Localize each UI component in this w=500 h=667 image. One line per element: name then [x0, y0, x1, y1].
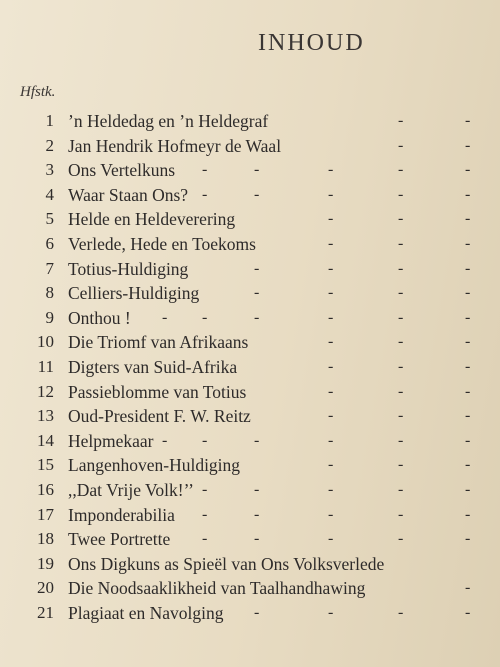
dot-leader: - - - — [328, 357, 471, 375]
chapter-number: 14 — [37, 430, 54, 450]
chapter-title: Jan Hendrik Hofmeyr de Waal — [68, 135, 282, 156]
dot-leader: - - - - — [254, 284, 471, 302]
chapter-title: Ons Vertelkuns — [68, 160, 176, 181]
chapter-number: 16 — [37, 479, 54, 499]
dot-leader: - - - - - — [202, 185, 471, 203]
chapter-title: Langenhoven-Huldiging — [68, 455, 241, 476]
chapter-title: Die Triomf van Afrikaans — [68, 332, 249, 353]
chapter-number: 6 — [45, 233, 54, 253]
chapter-number: 15 — [37, 455, 54, 475]
dot-leader: - - - - - — [202, 505, 471, 523]
toc-entry — [0, 183, 500, 208]
chapter-title: Digters van Suid-Afrika — [68, 356, 238, 377]
toc-entry — [0, 281, 500, 306]
chapter-title: Twee Portrette — [68, 529, 171, 550]
toc-entry — [0, 257, 500, 282]
chapter-title: Die Noodsaaklikheid van Taalhandhawing — [68, 578, 366, 599]
toc-entry — [0, 380, 500, 405]
chapter-number: 21 — [37, 602, 54, 622]
chapter-title: Ons Digkuns as Spieël van Ons Volksverlede — [68, 553, 385, 574]
chapter-number: 7 — [45, 258, 54, 278]
chapter-number: 12 — [37, 381, 54, 401]
dot-leader: - - - - - - — [162, 431, 471, 449]
toc-entry — [0, 109, 500, 134]
chapter-number: 3 — [45, 160, 54, 180]
toc-entry — [0, 453, 500, 478]
chapter-title: Imponderabilia — [68, 504, 175, 525]
chapter-number: 4 — [45, 184, 54, 204]
chapter-number: 18 — [37, 529, 54, 549]
chapter-title: Waar Staan Ons? — [68, 184, 189, 205]
dot-leader: - - - — [328, 407, 471, 425]
chapter-number: 17 — [37, 504, 54, 524]
chapter-number: 8 — [45, 283, 54, 303]
toc-entry — [0, 527, 500, 552]
dot-leader: - - - — [328, 456, 471, 474]
dot-leader: - - - - - - — [162, 308, 471, 326]
toc-entry — [0, 503, 500, 528]
toc-entry — [0, 429, 500, 454]
chapter-number: 9 — [45, 307, 54, 327]
toc-entry — [0, 355, 500, 380]
chapter-title: Helde en Heldeverering — [68, 209, 236, 230]
dot-leader: - - — [398, 136, 471, 154]
toc-entry — [0, 158, 500, 183]
dot-leader: - - - - - — [202, 161, 471, 179]
chapter-number: 2 — [45, 135, 54, 155]
toc-entry — [0, 330, 500, 355]
chapter-number: 13 — [37, 406, 54, 426]
chapter-number: 19 — [37, 553, 54, 573]
dot-leader: - - - — [328, 234, 471, 252]
chapter-column-label: Hfstk. — [20, 84, 56, 100]
dot-leader: - - - - — [254, 259, 471, 277]
chapter-number: 20 — [37, 578, 54, 598]
chapter-title: Celliers-Huldiging — [68, 283, 200, 304]
chapter-title: Plagiaat en Navolging — [68, 602, 224, 623]
chapter-title: Oud-President F. W. Reitz — [68, 406, 251, 427]
dot-leader: - - - — [328, 382, 471, 400]
chapter-title: Totius-Huldiging — [68, 258, 189, 279]
chapter-title: Verlede, Hede en Toekoms — [68, 233, 256, 254]
dot-leader: - - — [398, 112, 471, 129]
dot-leader: - - - — [328, 210, 471, 228]
table-of-contents — [0, 109, 500, 625]
toc-entry — [0, 478, 500, 503]
chapter-number: 5 — [45, 209, 54, 229]
chapter-title: ,,Dat Vrije Volk!’’ — [68, 479, 194, 500]
toc-entry — [0, 134, 500, 159]
toc-entry — [0, 232, 500, 257]
toc-entry — [0, 306, 500, 331]
page-title: INHOUD — [258, 30, 365, 56]
toc-entry — [0, 601, 500, 626]
dot-leader: - - - - — [254, 603, 471, 621]
chapter-title: Passieblomme van Totius — [68, 381, 247, 402]
chapter-number: 1 — [45, 111, 54, 130]
dot-leader: - - - - - — [202, 530, 471, 548]
chapter-title: Helpmekaar — [68, 430, 154, 451]
toc-entry — [0, 552, 500, 577]
toc-entry — [0, 207, 500, 232]
chapter-title: Onthou ! — [68, 307, 131, 328]
toc-entry — [0, 404, 500, 429]
toc-entry — [0, 576, 500, 601]
dot-leader: - - - — [328, 333, 471, 351]
dot-leader: - - - - - — [202, 480, 471, 498]
chapter-number: 11 — [37, 356, 54, 376]
dot-leader — [0, 552, 500, 576]
dot-leader: - — [465, 579, 471, 597]
chapter-number: 10 — [37, 332, 54, 352]
chapter-title: ’n Heldedag en ’n Heldegraf — [68, 111, 269, 131]
